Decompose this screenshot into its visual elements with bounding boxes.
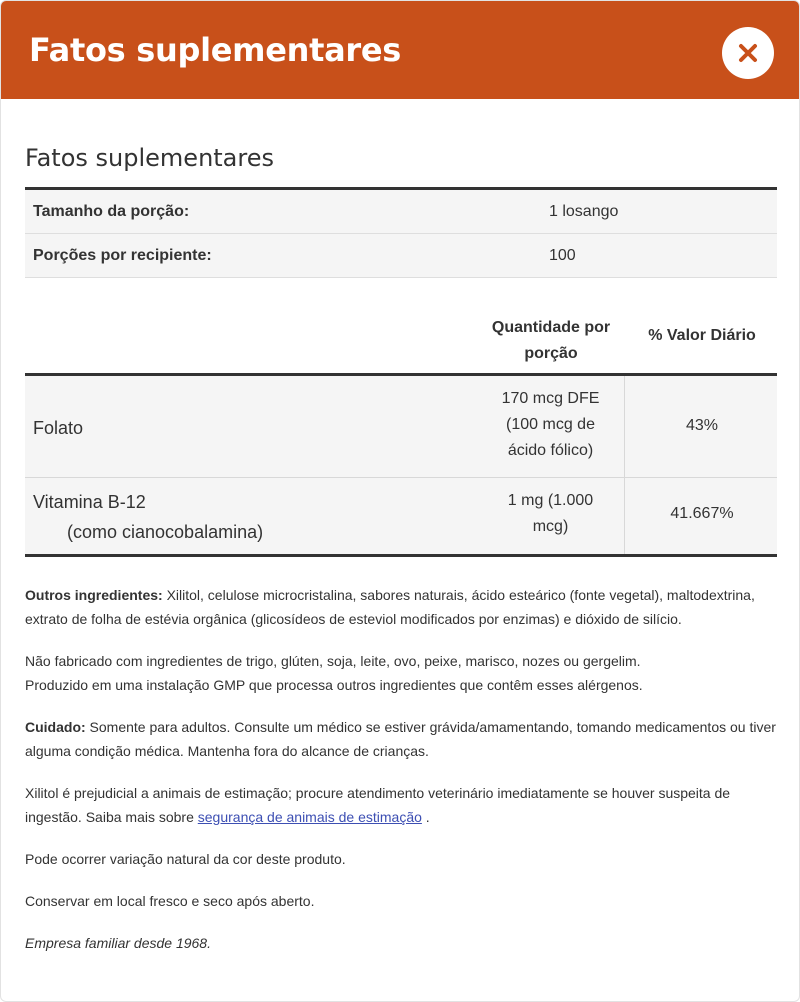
allergen-line: Não fabricado com ingredientes de trigo, glúten, soja, leite, ovo, peixe, marisco, nozes ou gergelim. — [25, 653, 641, 669]
modal-header — [1, 1, 799, 99]
allergen-line: Produzido em uma instalação GMP que processa outros ingredientes que contêm esses alérgenos. — [25, 677, 643, 693]
color-variation-note: Pode ocorrer variação natural da cor deste produto. — [25, 851, 346, 867]
nutrient-amount — [477, 376, 625, 477]
xylitol-end: . — [421, 809, 430, 825]
caution-statement — [25, 715, 777, 763]
amount-line: 170 mcg DFE — [501, 390, 600, 407]
table-row — [25, 478, 777, 554]
close-icon — [738, 43, 758, 63]
amount-header-line1: Quantidade por — [491, 319, 611, 336]
facts-title: Fatos suplementares — [25, 144, 274, 172]
xylitol-warning — [25, 781, 777, 829]
servings-per-container-value: 100 — [549, 247, 576, 264]
close-button[interactable] — [722, 27, 774, 79]
amount-line: (100 mcg de — [506, 416, 595, 433]
nutrient-table-header — [25, 309, 777, 373]
storage-note: Conservar em local fresco e seco após aberto. — [25, 893, 315, 909]
nutrient-name: Folato — [33, 418, 84, 438]
other-ingredients — [25, 583, 777, 631]
product-notes — [25, 583, 777, 973]
family-note — [25, 931, 777, 955]
serving-size-value: 1 losango — [549, 203, 619, 220]
caution-label: Cuidado: — [25, 719, 86, 735]
nutrient-subname: (como cianocobalamina) — [67, 522, 264, 542]
servings-per-container-row — [25, 234, 777, 278]
caution-text: Somente para adultos. Consulte um médico se estiver grávida/amamentando, tomando medicamentos ou tiver alguma condição médica. Mantenha fora do alcance de crianças. — [25, 719, 776, 759]
amount-line: ácido fólico) — [507, 442, 594, 459]
nutrient-table — [25, 373, 777, 557]
nutrient-dv: 41.667% — [670, 505, 734, 522]
amount-column-header — [477, 315, 625, 367]
amount-header-line2: porção — [524, 345, 578, 362]
serving-size-row — [25, 190, 777, 234]
xylitol-text: Xilitol é prejudicial a animais de estimação; procure atendimento veterinário imediatamente se houver suspeita de ingestão. Saiba mais sobre — [25, 785, 731, 825]
allergen-statement — [25, 649, 777, 697]
modal-title: Fatos suplementares — [29, 31, 402, 69]
servings-per-container-label: Porções por recipiente: — [33, 247, 212, 264]
dv-column-header: % Valor Diário — [648, 327, 756, 344]
amount-line: mcg) — [532, 518, 569, 535]
pet-safety-link[interactable]: segurança de animais de estimação — [197, 809, 422, 825]
nutrient-dv: 43% — [685, 417, 719, 434]
nutrient-amount — [477, 478, 625, 554]
serving-size-label: Tamanho da porção: — [33, 203, 190, 220]
table-row — [25, 376, 777, 478]
other-ingredients-text: Xilitol, celulose microcristalina, sabores naturais, ácido esteárico (fonte vegetal), maltodextrina, extrato de folha de estévia orgânica (glicosídeos de esteviol modificados por enzimas) e dióxido de silício. — [25, 587, 755, 627]
nutrient-name: Vitamina B-12 — [33, 492, 146, 512]
serving-table — [25, 187, 777, 278]
other-ingredients-label: Outros ingredientes: — [25, 587, 163, 603]
family-text: Empresa familiar desde 1968. — [25, 935, 211, 951]
amount-line: 1 mg (1.000 — [507, 492, 594, 509]
